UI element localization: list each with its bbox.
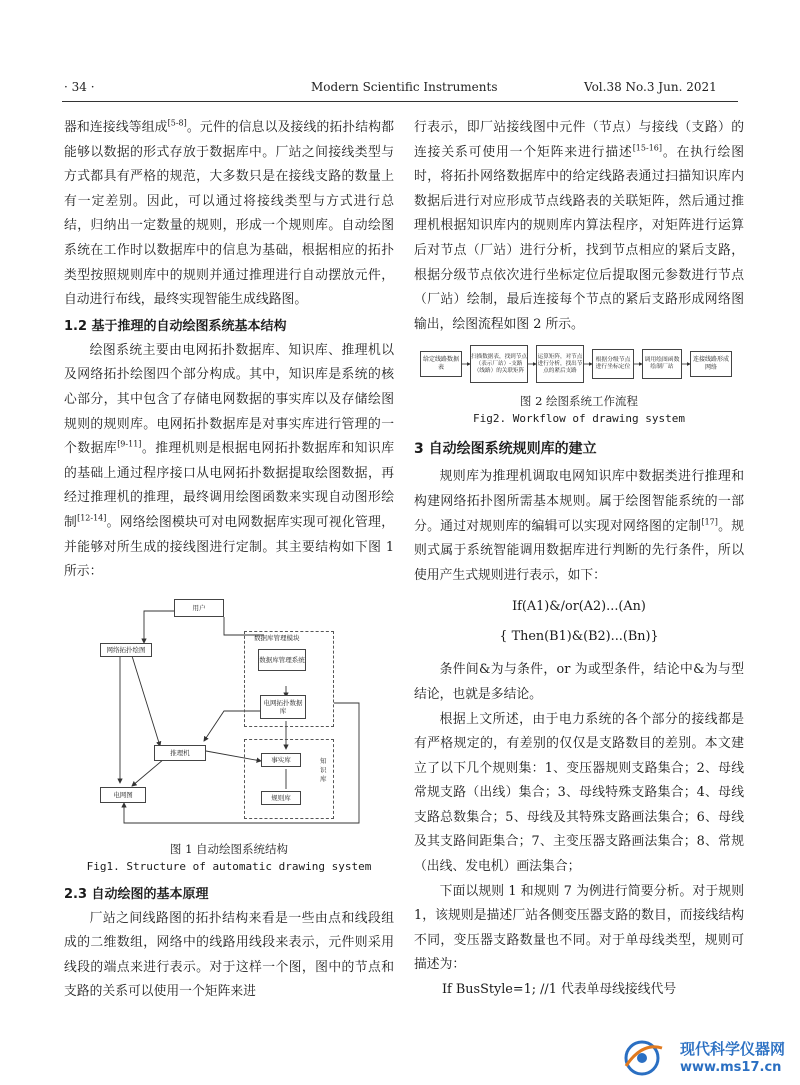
flow-step-3: 运算矩阵，对节点进行分析，找出节点的紧后支路: [536, 345, 584, 383]
network-draw-box: 网络拓扑绘图: [100, 643, 152, 657]
paragraph: 下面以规则 1 和规则 7 为例进行简要分析。对于规则 1，该规则是描述厂站各侧变压器支路的数目，而接线结构不同，变压器支路数量也不同。对于单母线类型，规则可描述为：: [414, 883, 744, 973]
paragraph: 绘图系统主要由电网拓扑数据库、知识库、推理机以及网络拓扑绘图四个部分构成。其中，知识库是系统的核心部分，其中包含了存储电网数据的事实库以及存储绘图规则的规则库。电网拓扑数据库是对事实库进行管理的一个数据库[9-11]。推理机则是根据电网拓扑数据库和知识库的基础上通过程序接口从电网拓扑数据提取绘图数据，再经过推理机的推理，最终调用绘图函数来实现自动图形绘制[12-14]。网络绘图模块可对电网数据库实现可视化管理，并能够对所生成的接线图进行定制。其主要结构如下图 1 所示：: [64, 342, 395, 580]
rule-formula-then: { Then(B1)&(B2)...(Bn)}: [499, 629, 659, 645]
db-system-box: 数据库管理系统: [258, 649, 306, 671]
grid-map-box: 电网图: [100, 787, 146, 803]
inference-engine-box: 推理机: [154, 745, 206, 761]
figure-1-diagram: [64, 591, 394, 841]
site-name: 现代科学仪器网: [680, 1040, 786, 1058]
paragraph: 厂站之间线路图的拓扑结构来看是一些由点和线段组成的二维数组，网络中的线路用线段来表示，元件则采用线段的端点来进行表示。对于这样一个图，图中的节点和支路的关系可以使用一个矩阵来进: [64, 910, 394, 1000]
figure-2-caption-en: Fig2. Workflow of drawing system: [473, 412, 685, 426]
journal-issue: Vol.38 No.3 Jun. 2021: [584, 80, 717, 94]
fact-base-box: 事实库: [261, 753, 301, 767]
rule-base-box: 规则库: [261, 791, 301, 805]
flow-step-2: 扫描数据表，找到节点（表示厂站）-支路（线路）的关联矩阵: [470, 345, 528, 383]
flow-step-6: 连接线路形成网络: [690, 351, 732, 377]
figure-2-flowchart: [414, 341, 744, 387]
section-heading: 3 自动绘图系统规则库的建立: [414, 441, 597, 458]
db-module-label: 数据库管理模块: [254, 633, 300, 642]
paragraph: 行表示，即厂站接线图中元件（节点）与接线（支路）的连接关系可使用一个矩阵来进行描述[15-16]。在执行绘图时，将拓扑网络数据库中的给定线路表通过扫描知识库内数据后进行对应形成节点线路表的关联矩阵，然后通过推理机根据知识库内的规则库内算法程序，对矩阵进行运算后对节点（厂站）进行分析，找到节点相应的紧后支路，根据分级节点依次进行坐标定位后提取图元参数进行节点（厂站）绘制，最后连接每个节点的紧后支路形成网络图输出，绘图流程如图 2 所示。: [414, 120, 745, 332]
journal-name: Modern Scientific Instruments: [311, 80, 498, 94]
paragraph: 根据上文所述，由于电力系统的各个部分的接线都是有严格规定的，有差别的仅仅是支路数目的差别。本文建立了以下几个规则集：1、变压器规则支路集合；2、母线常规支路（出线）集合；3、母线特殊支路集合；4、母线支路总数集合；5、母线及其特殊支路画法集合；6、母线及其支路间距集合；7、主变压器支路画法集合；8、常规（出线、发电机）画法集合；: [414, 711, 744, 875]
page-number: · 34 ·: [64, 80, 95, 94]
section-heading: 1.2 基于推理的自动绘图系统基本结构: [64, 318, 287, 334]
left-column: [64, 116, 394, 1005]
figure-1-caption-en: Fig1. Structure of automatic drawing system: [86, 859, 372, 873]
grid-db-box: 电网拓扑数据库: [260, 695, 306, 719]
site-watermark: [616, 1036, 794, 1080]
figure-1-caption: 图 1 自动绘图系统结构: [169, 841, 289, 856]
flow-step-4: 根据分级节点进行坐标定位: [592, 349, 634, 379]
rule-formula-if: If(A1)&/or(A2)...(An): [512, 599, 646, 615]
knowledge-base-label: 知识库: [320, 756, 327, 783]
section-heading: 2.3 自动绘图的基本原理: [64, 886, 209, 902]
flow-step-1: 给定线路数据表: [420, 351, 462, 377]
right-column: [414, 116, 744, 1002]
site-url: www.ms17.cn: [680, 1060, 782, 1075]
figure-1-connectors: [64, 591, 394, 841]
site-logo-icon: [616, 1036, 676, 1080]
figure-2-caption: 图 2 绘图系统工作流程: [519, 394, 639, 409]
paragraph: 条件间&为与条件，or 为或型条件，结论中&为与型结论，也就是多结论。: [414, 662, 744, 702]
header-rule: [62, 101, 738, 102]
code-line: If BusStyle=1; //1 代表单母线接线代号: [442, 982, 677, 998]
flow-step-5: 调用绘图函数绘制厂站: [642, 349, 682, 379]
paragraph: 器和连接线等组成[5-8]。元件的信息以及接线的拓扑结构都能够以数据的形式存放于数据库中。厂站之间接线类型与方式都具有严格的规范，大多数只是在接线支路的数量上有一定差别。因此，可以通过将接线类型与方式进行总结，归纳出一定数量的规则，形成一个规则库。自动绘图系统在工作时以数据库中的信息为基础，根据相应的拓扑类型按照规则库中的规则并通过推理进行自动摆放元件，自动进行布线，最终实现智能生成线路图。: [64, 118, 394, 308]
user-box: 用户: [174, 599, 224, 617]
paragraph: 规则库为推理机调取电网知识库中数据类进行推理和构建网络拓扑图所需基本规则。属于绘图智能系统的一部分。通过对规则库的编辑可以实现对网络图的定制[17]。规则式属于系统智能调用数据库进行判断的先行条件，所以使用产生式规则进行表示，如下：: [414, 469, 745, 583]
